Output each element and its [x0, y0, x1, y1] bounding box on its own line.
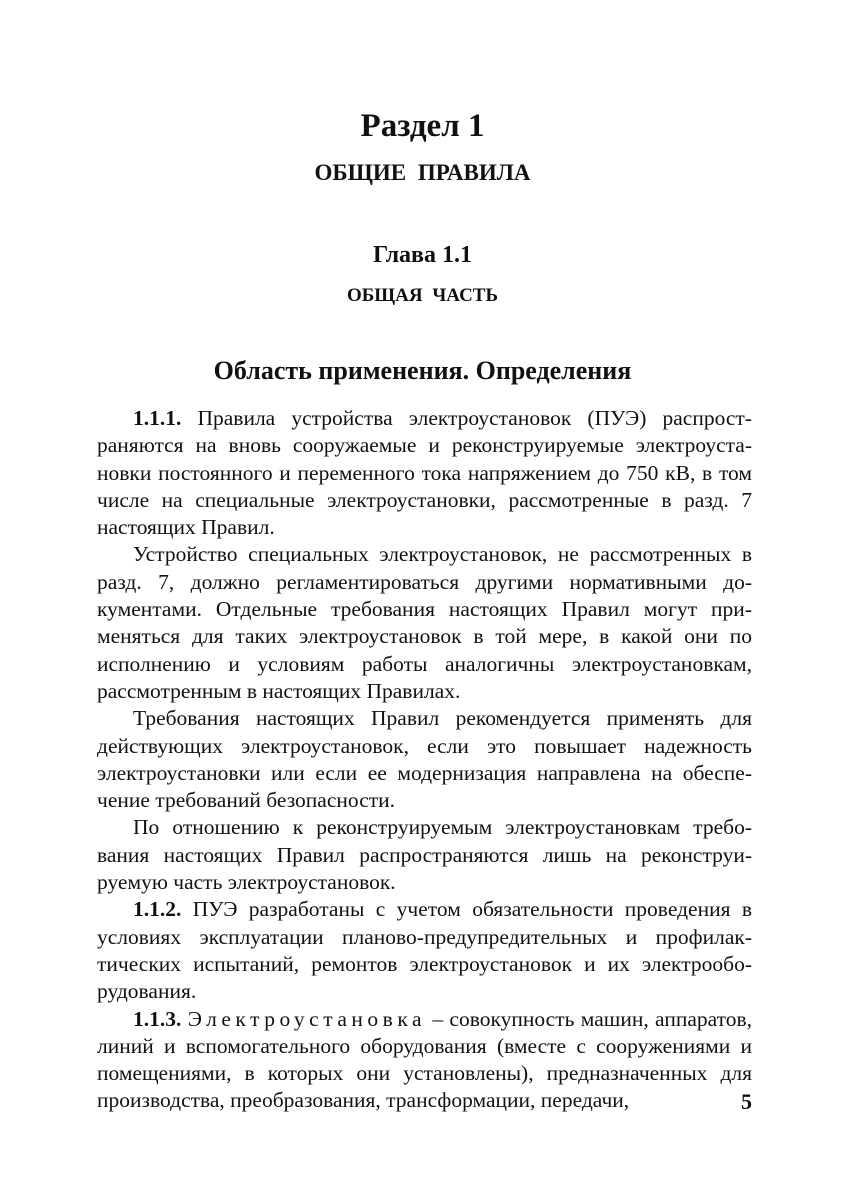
- chapter-subtitle: ОБЩАЯ ЧАСТЬ: [346, 285, 499, 306]
- page-number: 5: [741, 1089, 752, 1114]
- paragraph-special-installations: [97, 541, 752, 705]
- clause-number: 1.1.3.: [133, 1006, 182, 1031]
- paragraph-1-1-1: [97, 405, 752, 541]
- clause-number: 1.1.1.: [133, 406, 182, 430]
- paragraph-text: Требования настоящих Правил рекомендуется применять для действующих электроустановок, если это повышает надежность электроустановки или если ее модернизация направлена на обеспечение требований безопасности.: [97, 706, 752, 813]
- section-title: Раздел 1: [360, 108, 485, 144]
- chapter-title: Глава 1.1: [373, 242, 472, 268]
- paragraph-reconstructed-installations: [97, 814, 752, 896]
- paragraph-text: – совокупность машин, аппаратов, линий и вспомогательного оборудования (вместе с сооружениями и помещениями, в которых они установлены), предназначенных для производства, преобразования, трансформации, передачи,: [97, 1006, 752, 1113]
- section-subtitle: ОБЩИЕ ПРАВИЛА: [314, 160, 531, 185]
- subsection-heading: Область применения. Определения: [213, 356, 632, 385]
- paragraph-existing-installations: [97, 705, 752, 814]
- paragraph-1-1-2: [97, 896, 752, 1005]
- paragraph-1-1-3: [97, 1006, 752, 1115]
- paragraph-text: Устройство специальных электроустановок, не рассмотренных в разд. 7, должно регламентироваться другими нормативными документами. Отдельные требования настоящих Правил могут применяться для таких электроустановок в той мере, в какой они по исполнению и условиям работы аналогичны электроустановкам, рассмотренным в настоящих Правилах.: [97, 542, 752, 703]
- paragraph-text: ПУЭ разработаны с учетом обязательности проведения в условиях эксплуатации планово-предупредительных и профилактических испытаний, ремонтов электроустановок и их электрооборудования.: [97, 897, 752, 1004]
- paragraph-text: Правила устройства электроустановок (ПУЭ) распространяются на вновь сооружаемые и реконструируемые электроустановки постоянного и переменного тока напряжением до 750 кВ, в том числе на специальные электроустановки, рассмотренные в разд. 7 настоящих Правил.: [97, 406, 752, 540]
- defined-term: Электроустановка: [187, 1006, 426, 1031]
- clause-number: 1.1.2.: [133, 897, 182, 922]
- body-text: [97, 405, 752, 1115]
- paragraph-text: По отношению к реконструируемым электроустановкам требования настоящих Правил распространяются лишь на реконструируемую часть электроустановок.: [97, 815, 752, 895]
